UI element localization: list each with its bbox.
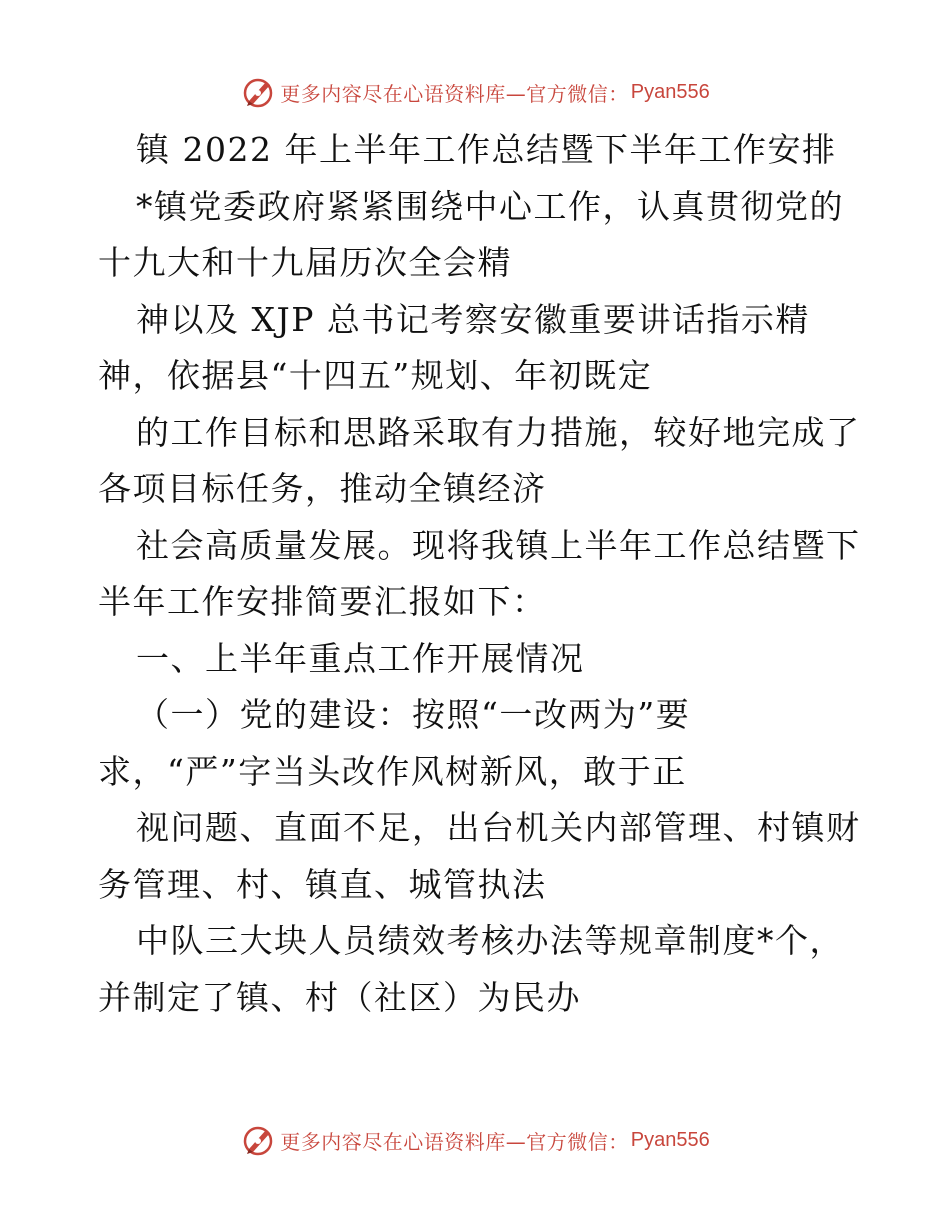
document-line: 社会高质量发展。现将我镇上半年工作总结暨下 (136, 525, 861, 565)
watermark-text: 更多内容尽在心语资料库—官方微信： (280, 81, 629, 106)
document-line: 并制定了镇、村（社区）为民办 (98, 977, 581, 1017)
document-line: （一）党的建设：按照“一改两为”要 (136, 695, 691, 734)
watermark-wechat-id: Pyan556 (630, 80, 710, 103)
document-line: 半年工作安排简要汇报如下： (98, 582, 547, 621)
header-watermark (0, 72, 950, 112)
document-line: 神以及 XJP 总书记考察安徽重要讲话指示精 (136, 299, 810, 339)
document-line: 中队三大块人员绩效考核办法等规章制度*个， (136, 921, 844, 960)
document-line: 务管理、村、镇直、城管执法 (98, 864, 547, 904)
document-line: *镇党委政府紧紧围绕中心工作，认真贯彻党的 (136, 186, 844, 226)
document-body (98, 122, 861, 1026)
document-line: 视问题、直面不足，出台机关内部管理、村镇财 (136, 808, 861, 847)
document-line: 神，依据县“十四五”规划、年初既定 (98, 356, 653, 395)
document-line: 各项目标任务，推动全镇经济 (98, 469, 547, 508)
pen-logo-icon (240, 74, 276, 110)
document-line: 求，“严”字当头改作风树新风，敢于正 (98, 751, 687, 791)
pen-logo-icon (240, 1122, 276, 1158)
watermark-wechat-id: Pyan556 (630, 1128, 710, 1151)
document-line: 的工作目标和思路采取有力措施，较好地完成了 (136, 412, 861, 452)
document-line: 镇 2022 年上半年工作总结暨下半年工作安排 (136, 130, 837, 169)
footer-watermark (0, 1120, 950, 1160)
watermark-text: 更多内容尽在心语资料库—官方微信： (280, 1129, 629, 1154)
document-line: 一、上半年重点工作开展情况 (136, 638, 585, 678)
document-line: 十九大和十九届历次全会精 (98, 243, 512, 282)
